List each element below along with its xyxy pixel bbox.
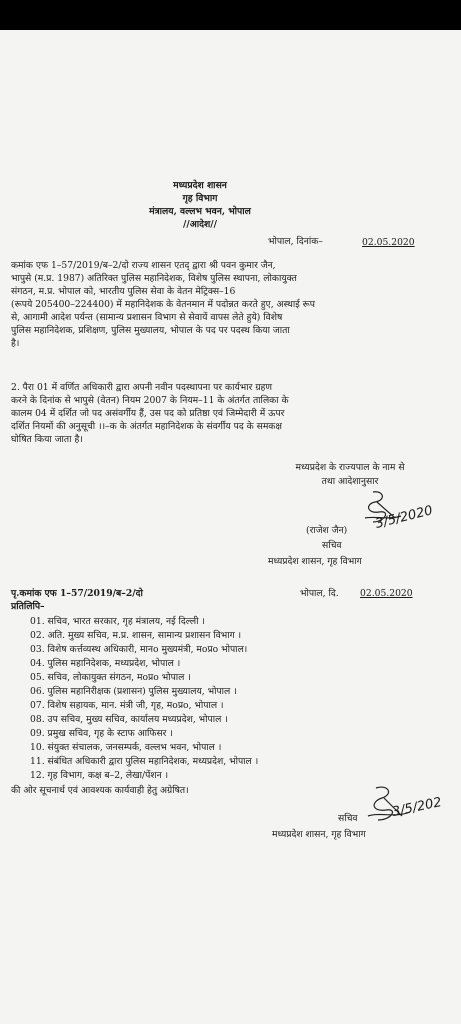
header-state: मध्यप्रदेश शासन bbox=[173, 180, 227, 191]
list-item: 09. प्रमुख सचिव, गृह के स्टाफ आफिसर । bbox=[30, 728, 173, 739]
copy-label: प्रतिलिपि– bbox=[11, 601, 45, 612]
signature-2-office: मध्यप्रदेश शासन, गृह विभाग bbox=[272, 829, 366, 840]
list-item: 10. संयुक्त संचालक, जनसम्पर्क, वल्लभ भवन, भोपाल । bbox=[30, 742, 222, 753]
para2-line: दर्शित नियमों की अनुसूची ।।–क के अंतर्गत महानिदेशक के संवर्गीय पद के समकक्ष bbox=[11, 421, 282, 432]
header-department: गृह विभाग bbox=[182, 193, 218, 204]
list-item: 04. पुलिस महानिदेशक, मध्यप्रदेश, भोपाल । bbox=[30, 658, 181, 669]
endorsement-place-date-label: भोपाल, दि. bbox=[300, 588, 339, 599]
list-item: 02. अति. मुख्य सचिव, म.प्र. शासन, सामान्य प्रशासन विभाग । bbox=[30, 630, 242, 641]
list-item: 06. पुलिस महानिरीक्षक (प्रशासन) पुलिस मुख्यालय, भोपाल । bbox=[30, 686, 237, 697]
para1-line: से, आगामी आदेश पर्यन्त (सामान्य प्रशासन विभाग से सेवायें वापस लेते हुये) विशेष bbox=[11, 312, 283, 323]
signature-1-line2: तथा आदेशानुसार bbox=[321, 476, 379, 487]
signature-2-handwritten-date: 3/5/202 bbox=[390, 794, 444, 821]
order-title: //आदेश// bbox=[183, 219, 217, 230]
para1-line: (रूपये 205400–224400) में महानिदेशक के वेतनमान में पदोन्नत करते हुए, अस्थाई रूप bbox=[11, 299, 315, 310]
para1-line: संगठन, म.प्र. भोपाल को, भारतीय पुलिस सेवा के वेतन मेट्रिक्स–16 bbox=[11, 286, 236, 297]
signature-1-office: मध्यप्रदेश शासन, गृह विभाग bbox=[268, 556, 362, 567]
signature-1-handwritten-date: 3/5/2020 bbox=[373, 503, 435, 532]
list-item: 05. सचिव, लोकायुक्त संगठन, मoप्रo भोपाल । bbox=[30, 672, 191, 683]
document-page bbox=[0, 30, 461, 1024]
para1-line: पुलिस महानिदेशक, प्रशिक्षण, पुलिस मुख्यालय, भोपाल के पद पर पदस्थ किया जाता bbox=[11, 325, 290, 336]
list-item: 11. संबंधित अधिकारी द्वारा पुलिस महानिदेशक, मध्यप्रदेश, भोपाल । bbox=[30, 756, 259, 767]
para2-line: 2. पैरा 01 में वर्णित अधिकारी द्वारा अपनी नवीन पदस्थापना पर कार्यभार ग्रहण bbox=[11, 382, 273, 393]
list-item: 01. सचिव, भारत सरकार, गृह मंत्रालय, नई दिल्ली । bbox=[30, 616, 205, 627]
para1-line: भापुसे (म.प्र. 1987) अतिरिक्त पुलिस महानिदेशक, विशेष पुलिस स्थापना, लोकायुक्त bbox=[11, 273, 297, 284]
signature-1-line1: मध्यप्रदेश के राज्यपाल के नाम से bbox=[295, 462, 405, 473]
place-date-label: भोपाल, दिनांक– bbox=[268, 236, 323, 247]
para2-line: घोषित किया जाता है। bbox=[11, 434, 83, 445]
signature-1-name: (राजेश जैन) bbox=[306, 525, 348, 536]
para1-line: कमांक एफ 1–57/2019/ब–2/दो राज्य शासन एतद् द्वारा श्री पवन कुमार जैन, bbox=[11, 260, 276, 271]
order-date: 02.05.2020 bbox=[362, 237, 415, 248]
signature-2-designation: सचिव bbox=[338, 813, 358, 824]
top-black-bar bbox=[0, 0, 461, 30]
para2-line: करने के दिनांक से भापुसे (वेतन) नियम 2007 के नियम–11 के अंतर्गत तालिका के bbox=[11, 395, 289, 406]
para1-line: है। bbox=[11, 338, 20, 349]
para2-line: कालम 04 में दर्शित जो पद असंवर्गीय हैं, उस पद को प्रतिष्ठा एवं जिम्मेदारी में ऊपर bbox=[11, 408, 285, 419]
forwarding-note: की ओर सूचनार्थ एवं आवश्यक कार्यवाही हेतु अग्रेषित। bbox=[11, 785, 189, 796]
list-item: 07. विशेष सहायक, मान. मंत्री जी, गृह, मoप्रo, भोपाल । bbox=[30, 700, 224, 711]
list-item: 03. विशेष कर्त्तव्यस्थ अधिकारी, मानo मुख्यमंत्री, मoप्रo भोपाल। bbox=[30, 644, 248, 655]
list-item: 12. गृह विभाग, कक्ष ब–2, लेखा/पेंशन । bbox=[30, 770, 169, 781]
list-item: 08. उप सचिव, मुख्य सचिव, कार्यालय मध्यप्रदेश, भोपाल । bbox=[30, 714, 228, 725]
signature-1-designation: सचिव bbox=[322, 540, 342, 551]
endorsement-ref: पृ.कमांक एफ 1–57/2019/ब–2/दो bbox=[11, 588, 143, 599]
endorsement-date: 02.05.2020 bbox=[360, 588, 413, 599]
header-address: मंत्रालय, वल्लभ भवन, भोपाल bbox=[149, 206, 251, 217]
